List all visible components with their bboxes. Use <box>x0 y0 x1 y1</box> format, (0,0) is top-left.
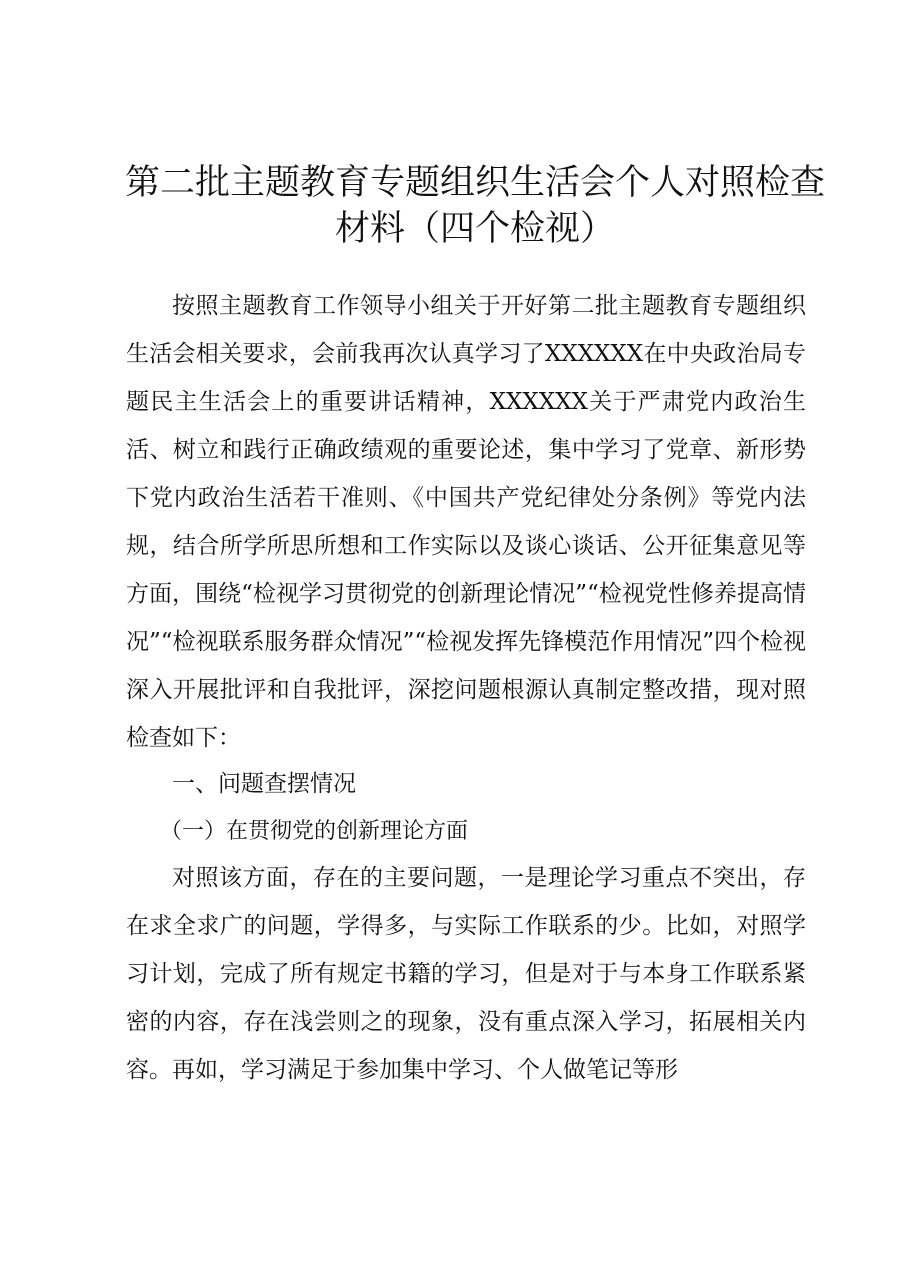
section-heading-problems: 一、问题查摆情况 <box>172 771 356 797</box>
document-title: 第二批主题教育专题组织生活会个人对照检查材料（四个检视） <box>124 163 825 249</box>
subsection-heading-theory: （一）在贯彻党的创新理论方面 <box>160 819 469 844</box>
intro-paragraph: 按照主题教育工作领导小组关于开好第二批主题教育专题组织生活会相关要求，会前我再次认真学习了XXXXXX在中央政治局专题民主生活会上的重要讲话精神，XXXXXX关于严肃党内政治生活、树立和践行正确政绩观的重要论述，集中学习了党章、新形势下党内政治生活若干准则、《中国共产党纪律处分条例》等党内法规，结合所学所思所想和工作实际以及谈心谈话、公开征集意见等方面，围绕“检视学习贯彻党的创新理论情况”“检视党性修养提高情况”“检视联系服务群众情况”“检视发挥先锋模范作用情况”四个检视深入开展批评和自我批评，深挖问题根源认真制定整改措，现对照检查如下： <box>126 293 806 751</box>
subsection-body <box>126 854 806 1094</box>
subsection-paragraph: 对照该方面，存在的主要问题，一是理论学习重点不突出，存在求全求广的问题，学得多，与实际工作联系的少。比如，对照学习计划，完成了所有规定书籍的学习，但是对于与本身工作联系紧密的内容，存在浅尝则之的现象，没有重点深入学习，拓展相关内容。再如，学习满足于参加集中学习、个人做笔记等形 <box>126 865 806 1083</box>
intro-section <box>126 282 806 762</box>
